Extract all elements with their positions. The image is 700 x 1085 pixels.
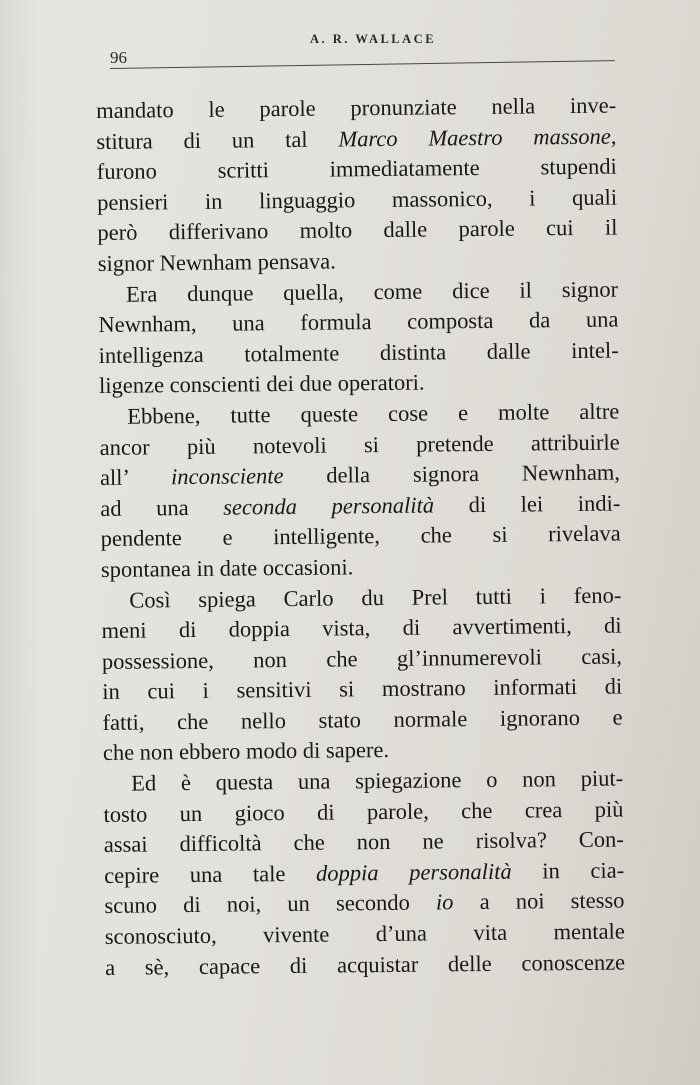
- text-line: [99, 335, 619, 371]
- text-span: a sè, capace di acquistar delle conoscenze: [104, 949, 626, 980]
- text-span: meni di doppia vista, di avvertimenti, di: [101, 612, 622, 644]
- text-span: signor Newnham pensava.: [97, 248, 336, 276]
- text-span: in cui i sensitivi si mostrano informati di: [102, 673, 623, 705]
- text-line: [100, 519, 620, 555]
- text-line: [98, 305, 618, 341]
- text-span: furono scritti immediatamente stupendi: [96, 153, 617, 185]
- text-span: possessione, non che gl’innumerevoli casi,: [101, 643, 623, 674]
- paragraph: [96, 91, 618, 280]
- paragraph: [103, 764, 625, 984]
- body-text: [96, 91, 625, 984]
- text-line: [97, 213, 617, 249]
- italic-span: Marco Maestro massone: [338, 123, 611, 152]
- text-span: fatti, che nello stato normale ignorano e: [102, 704, 623, 735]
- text-span: però differivano molto dalle parole cui il: [97, 214, 618, 246]
- text-span: pensieri in linguaggio massonico, i quali: [96, 184, 618, 215]
- header-rule: [110, 60, 615, 69]
- text-span: scuno di noi, un secondo: [104, 889, 437, 919]
- text-span: Newnham, una formula composta da una: [98, 306, 619, 338]
- page-header: [110, 28, 615, 72]
- paragraph: [99, 396, 621, 585]
- text-span: ancor più notevoli si pretende attribuirle: [99, 429, 620, 460]
- paragraph: [98, 274, 619, 402]
- spine-shadow: [0, 0, 40, 1085]
- text-span: intelligenza totalmente distinta dalle intel-: [98, 337, 619, 368]
- text-span: ,: [610, 123, 617, 149]
- text-line: [105, 947, 625, 983]
- text-span: a noi stesso: [453, 887, 625, 915]
- text-line: [102, 702, 622, 738]
- text-line: [105, 917, 625, 953]
- text-span: all’: [99, 464, 172, 491]
- running-head: A. R. WALLACE: [310, 32, 437, 46]
- page-number: 96: [110, 48, 127, 67]
- text-span: Era dunque quella, come dice il signor: [125, 276, 619, 307]
- text-span: Così spiega Carlo du Prel tutti i feno-: [129, 582, 622, 613]
- text-line: [101, 611, 621, 647]
- text-span: assai difficoltà che non ne risolva? Con-: [103, 826, 624, 858]
- paragraph: [101, 580, 623, 769]
- text-span: Ebbene, tutte queste cose e molte altre: [127, 398, 620, 429]
- text-span: stitura di un tal: [96, 126, 339, 154]
- text-line: [96, 91, 616, 127]
- italic-span: doppia personalità: [315, 858, 512, 886]
- text-span: mandato le parole pronunziate nella inve-: [96, 92, 617, 123]
- text-span: di lei indi-: [433, 490, 621, 518]
- text-span: Ed è questa una spiegazione o non piut-: [131, 765, 624, 796]
- italic-span: seconda personalità: [223, 492, 435, 520]
- text-span: pendente e intelligente, che si rivelava: [100, 520, 621, 552]
- text-span: che non ebbero modo di sapere.: [102, 737, 390, 766]
- text-line: [99, 396, 619, 432]
- italic-span: inconsciente: [170, 463, 284, 490]
- text-span: cepire una tale: [104, 860, 317, 888]
- text-line: [100, 458, 620, 494]
- text-span: in cia-: [511, 857, 625, 884]
- text-span: spontanea in date occasioni.: [100, 554, 354, 582]
- text-span: sconosciuto, vivente d’una vita mentale: [104, 918, 625, 949]
- text-span: ligenze conscienti dei due operatori.: [98, 369, 425, 399]
- text-line: [103, 764, 623, 800]
- text-span: della signora Newnham,: [283, 459, 621, 489]
- text-span: tosto un gioco di parole, che crea più: [103, 796, 624, 827]
- text-span: ad una: [100, 494, 224, 521]
- italic-span: io: [435, 889, 454, 915]
